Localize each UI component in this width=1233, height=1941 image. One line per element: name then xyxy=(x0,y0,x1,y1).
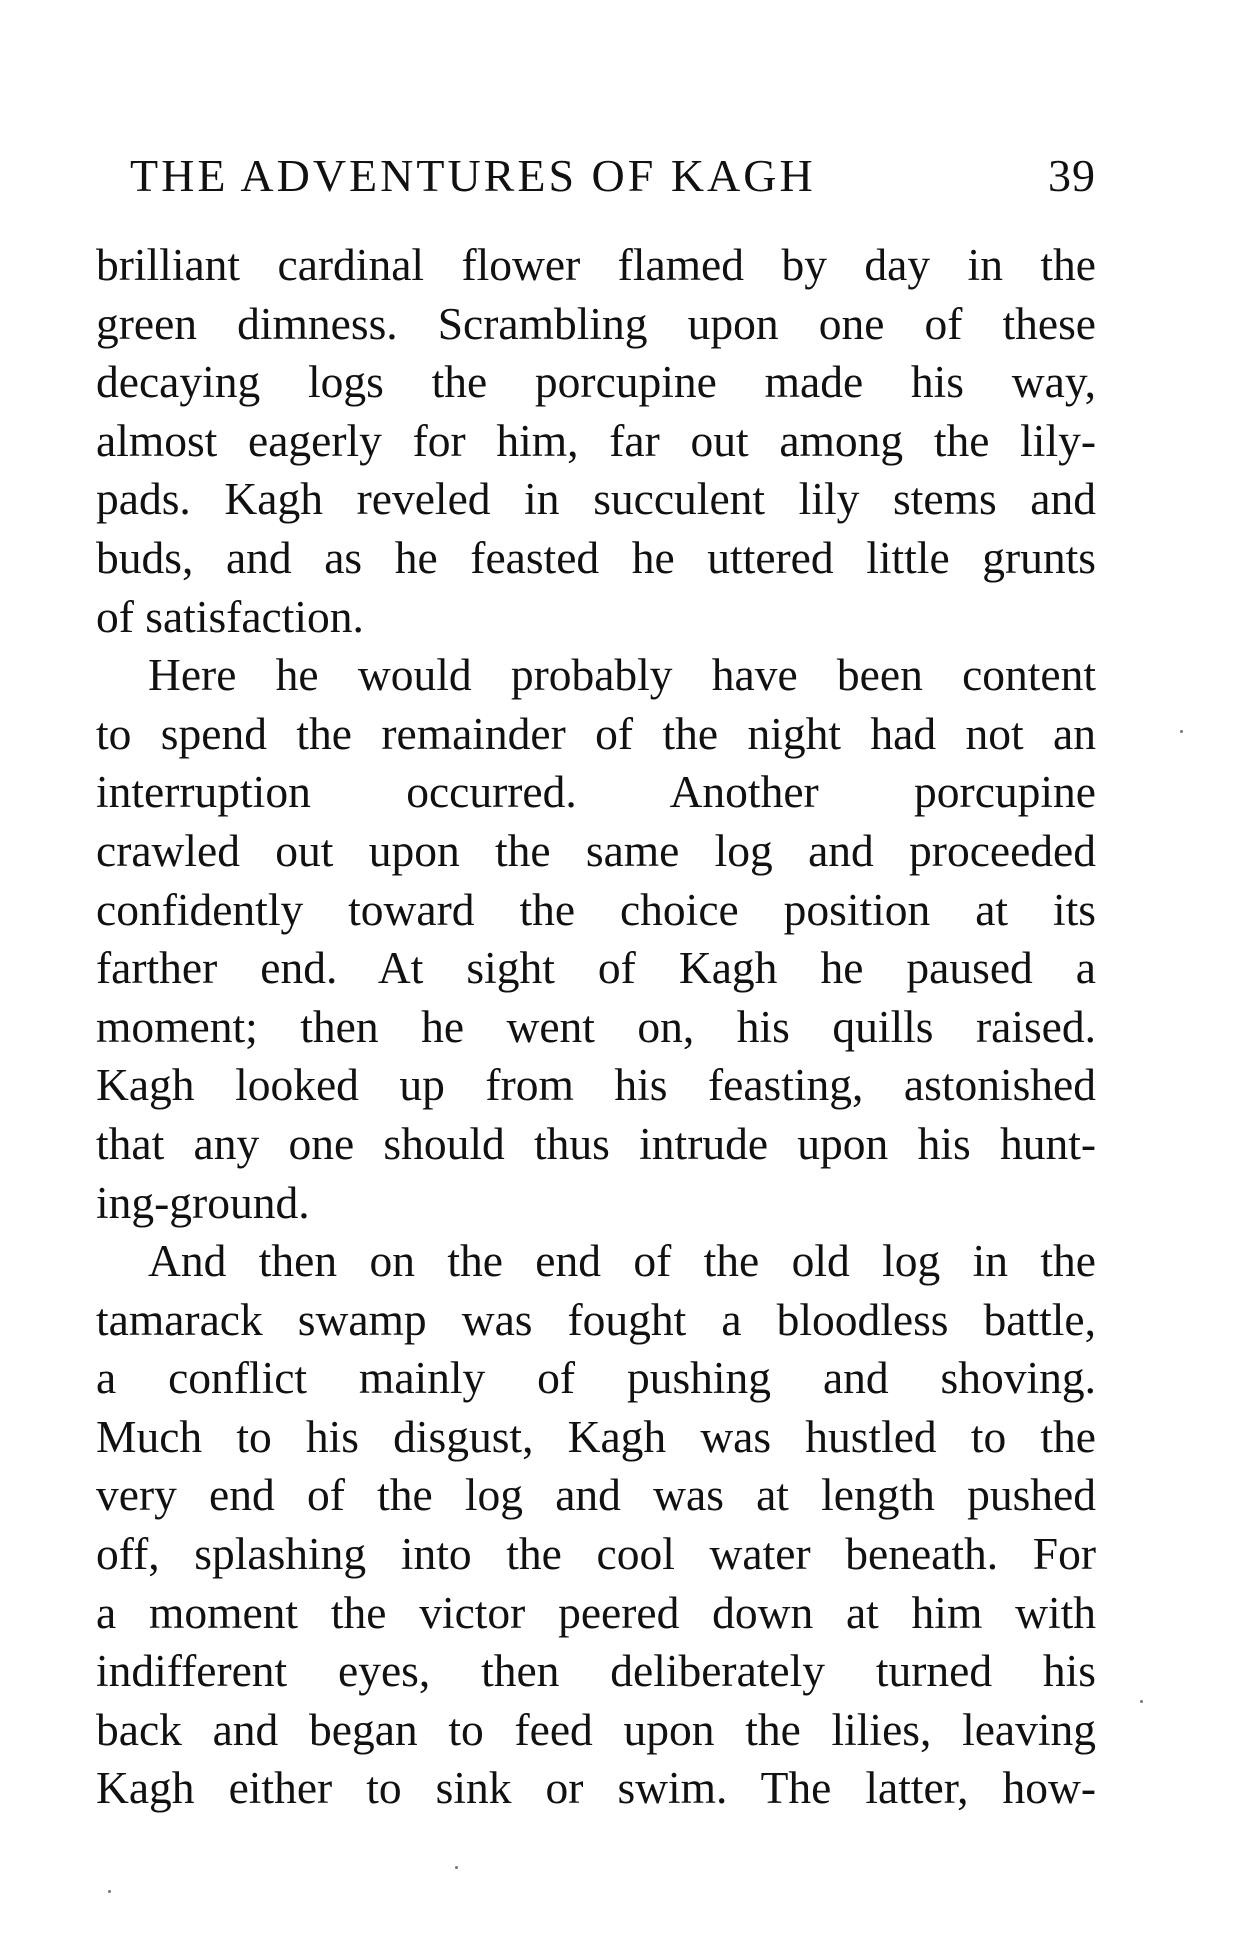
text-line: pads. Kagh reveled in succulent lily stems and xyxy=(96,473,1096,525)
text-line: interruption occurred. Another porcupine xyxy=(96,766,1096,818)
paragraph-2 xyxy=(96,646,1096,1232)
running-head-title: THE ADVENTURES OF KAGH xyxy=(130,150,816,201)
text-line: moment; then he went on, his quills raised. xyxy=(96,1000,1096,1052)
text-line: of satisfaction. xyxy=(96,590,364,642)
text-line: brilliant cardinal flower flamed by day in the xyxy=(96,239,1096,290)
text-line: green dimness. Scrambling upon one of these xyxy=(96,297,1096,349)
text-line: Much to his disgust, Kagh was hustled to the xyxy=(96,1410,1096,1462)
paper-speck xyxy=(108,1890,111,1893)
paper-speck xyxy=(1140,1700,1143,1703)
text-line: a conflict mainly of pushing and shoving. xyxy=(96,1352,1096,1404)
text-line: crawled out upon the same log and proceeded xyxy=(96,824,1096,876)
paragraph-1 xyxy=(96,236,1096,646)
text-line: tamarack swamp was fought a bloodless battle, xyxy=(96,1293,1096,1345)
body-text xyxy=(96,236,1096,1818)
running-head xyxy=(130,146,1096,206)
text-line: Kagh looked up from his feasting, astonished xyxy=(96,1059,1096,1111)
paper-speck xyxy=(455,1866,458,1869)
text-line: confidently toward the choice position at its xyxy=(96,883,1096,935)
text-line: Kagh either to sink or swim. The latter, how- xyxy=(96,1762,1096,1814)
text-line: indifferent eyes, then deliberately turned his xyxy=(96,1645,1096,1697)
paper-speck xyxy=(1180,730,1183,733)
text-line: farther end. At sight of Kagh he paused a xyxy=(96,942,1096,994)
text-line: off, splashing into the cool water beneath. For xyxy=(96,1528,1096,1580)
text-line: that any one should thus intrude upon his hunt- xyxy=(96,1117,1096,1169)
text-line: back and began to feed upon the lilies, leaving xyxy=(96,1703,1096,1755)
page-number: 39 xyxy=(1048,150,1096,201)
text-line: decaying logs the porcupine made his way, xyxy=(96,356,1096,408)
text-line: Here he would probably have been content xyxy=(148,649,1096,701)
text-line: very end of the log and was at length pushed xyxy=(96,1469,1096,1521)
text-line: to spend the remainder of the night had not an xyxy=(96,707,1096,759)
text-line: a moment the victor peered down at him with xyxy=(96,1586,1096,1638)
text-line: ing-ground. xyxy=(96,1176,310,1228)
paragraph-3 xyxy=(96,1232,1096,1818)
text-line: almost eagerly for him, far out among the lily- xyxy=(96,414,1096,466)
text-line: buds, and as he feasted he uttered little grunts xyxy=(96,531,1096,583)
text-line: And then on the end of the old log in the xyxy=(148,1235,1096,1287)
